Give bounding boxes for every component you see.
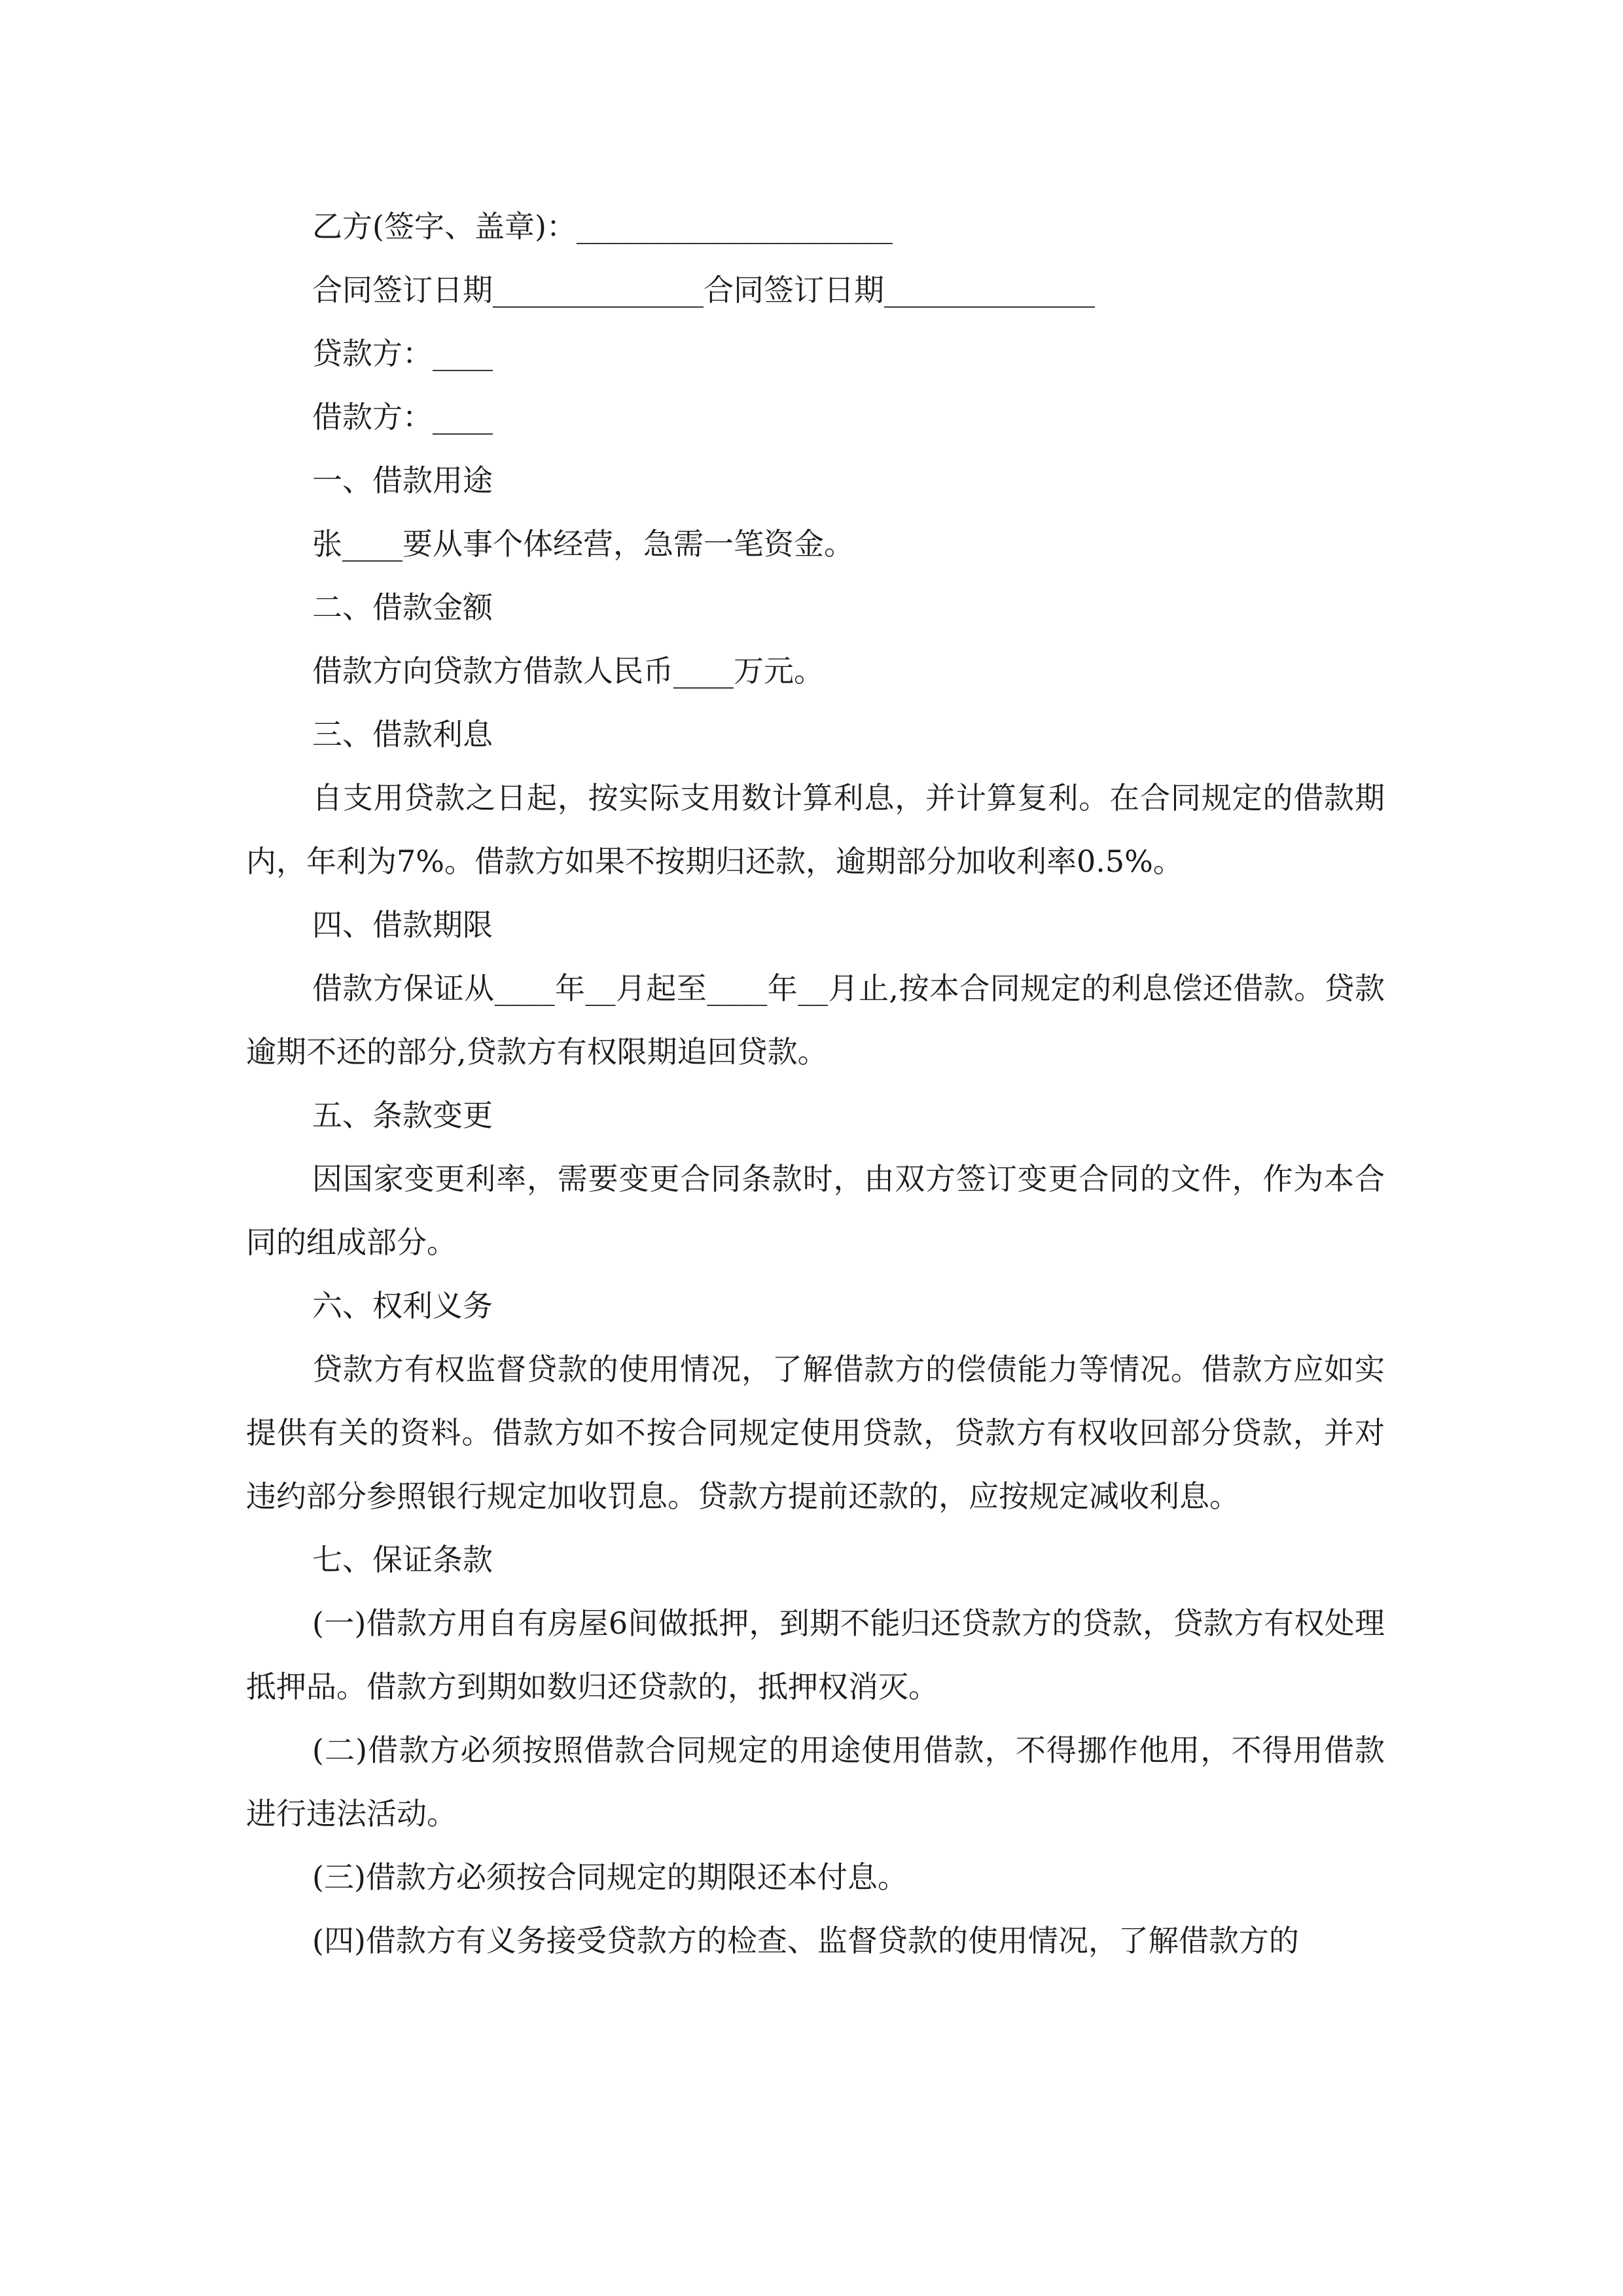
lender-line: 贷款方：____: [312, 336, 493, 371]
section-heading-guarantee: 七、保证条款: [312, 1542, 493, 1577]
guarantee-clause-2: (二)借款方必须按照借款合同规定的用途使用借款，不得挪作他用，不得用借款进行违法活动。: [246, 1732, 1385, 1831]
section-paragraph: 借款方保证从____年__月起至____年__月止,按本合同规定的利息偿还借款。贷款逾期不还的部分,贷款方有权限期追回贷款。: [246, 971, 1385, 1069]
section-heading-purpose: 一、借款用途: [312, 463, 493, 498]
guarantee-clause-4: (四)借款方有义务接受贷款方的检查、监督贷款的使用情况，了解借款方的: [312, 1923, 1299, 1958]
borrower-line: 借款方：____: [312, 399, 493, 435]
section-heading-interest: 三、借款利息: [312, 717, 493, 752]
section-heading-rights: 六、权利义务: [312, 1288, 493, 1323]
section-paragraph: 借款方向贷款方借款人民币____万元。: [312, 653, 824, 689]
section-paragraph: 因国家变更利率，需要变更合同条款时，由双方签订变更合同的文件，作为本合同的组成部分。: [246, 1161, 1385, 1260]
guarantee-clause-3: (三)借款方必须按合同规定的期限还本付息。: [312, 1859, 908, 1895]
section-paragraph: 张____要从事个体经营，急需一笔资金。: [312, 526, 854, 562]
document-body: [246, 195, 1385, 1973]
section-paragraph: 自支用贷款之日起，按实际支用数计算利息，并计算复利。在合同规定的借款期内，年利为7%。借款方如果不按期归还款，逾期部分加收利率0.5%。: [246, 780, 1385, 879]
party-b-signature-line: 乙方(签字、盖章)：_____________________: [312, 209, 893, 244]
section-heading-changes: 五、条款变更: [312, 1098, 493, 1133]
signing-date-line: 合同签订日期______________合同签订日期______________: [312, 272, 1095, 308]
guarantee-clause-1: (一)借款方用自有房屋6间做抵押，到期不能归还贷款方的贷款，贷款方有权处理抵押品。借款方到期如数归还贷款的，抵押权消灭。: [246, 1605, 1385, 1704]
section-heading-amount: 二、借款金额: [312, 590, 493, 625]
section-paragraph: 贷款方有权监督贷款的使用情况，了解借款方的偿债能力等情况。借款方应如实提供有关的资料。借款方如不按合同规定使用贷款，贷款方有权收回部分贷款，并对违约部分参照银行规定加收罚息。贷款方提前还款的，应按规定减收利息。: [246, 1352, 1385, 1514]
section-heading-term: 四、借款期限: [312, 907, 493, 942]
